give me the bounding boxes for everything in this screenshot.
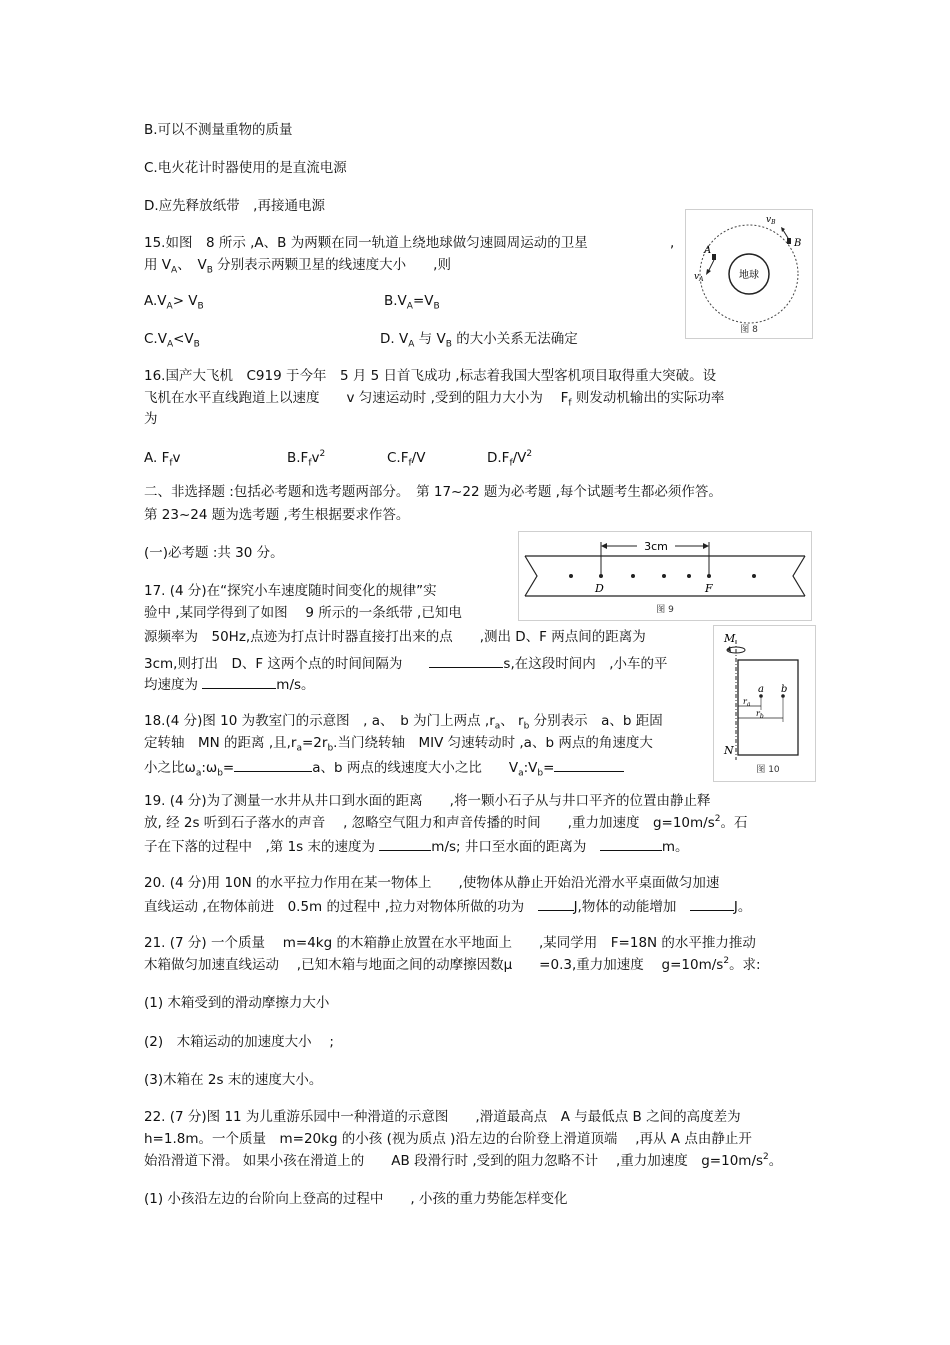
q16-stem-line2: 飞机在水平直线跑道上以速度 v 匀速运动时 ,受到的阻力大小为 $F_f$ 则发动机输出的实际功率 (144, 390, 725, 409)
satellite-a (712, 254, 716, 260)
q14-option-c: C.电火花计时器使用的是直流电源 (144, 160, 347, 176)
label-m: M (724, 632, 736, 645)
label-vb: $v_B$ (766, 215, 776, 226)
q15-option-c: $C.V_A<V_B$ (144, 331, 200, 350)
figure-9-caption: 图 9 (656, 605, 674, 615)
label-ra: $r_a$ (743, 697, 751, 708)
q20-stem-line1: 20. (4 分)用 10N 的水平拉力作用在某一物体上 ,使物体从静止开始沿光滑水平桌面做匀加速 (144, 875, 720, 891)
q15-option-d: D. $V_A$ 与 $V_B$ 的大小关系无法确定 (380, 331, 578, 350)
tape-left-edge (525, 556, 537, 596)
q19-stem-line1: 19. (4 分)为了测量一水井从井口到水面的距离 ,将一颗小石子从与井口平齐的位置由静止释 (144, 793, 711, 809)
q17-stem-line5: 均速度为 m/s。 (144, 674, 315, 694)
label-b: b (781, 684, 788, 695)
q22-stem-line3: 始沿滑道下滑。 如果小孩在滑道上的 AB 段滑行时 ,受到的阻力忽略不计 ,重力加速度 $g=10m/s^2$。 (144, 1152, 783, 1169)
tape-dot (662, 574, 666, 578)
figure-8-caption: 图 8 (740, 325, 758, 335)
q21-part2: (2) 木箱运动的加速度大小 ; (144, 1034, 334, 1050)
q17-stem-line3: 源频率为 50Hz,点迹为打点计时器直接打出来的点 ,测出 D、F 两点间的距离为 (144, 629, 646, 645)
answer-blank[interactable] (538, 896, 574, 911)
q16-option-b: $B.F_fv^2$ (287, 449, 326, 469)
q19-stem-line3: 子在下落的过程中 ,第 1s 末的速度为 m/s; 井口至水面的距离为 m。 (144, 836, 689, 856)
q19-stem-line2: 放, 经 2s 听到石子落水的声音 , 忽略空气阻力和声音传播的时间 ,重力加速度 $g=10m/s^2$。石 (144, 814, 748, 831)
q15-comma: , (670, 235, 675, 251)
figure-10-caption: 图 10 (756, 765, 780, 775)
q22-stem-line1: 22. (7 分)图 11 为儿重游乐园中一种滑道的示意图 ,滑道最高点 A 与最低点 B 之间的高度差为 (144, 1109, 741, 1125)
label-va: $v_A$ (694, 272, 704, 283)
answer-blank[interactable] (202, 674, 276, 689)
required-section-heading: (一)必考题 :共 30 分。 (144, 545, 284, 561)
earth-label: 地球 (739, 270, 759, 281)
q14-option-d: D.应先释放纸带 ,再接通电源 (144, 198, 325, 214)
label-a: a (758, 684, 764, 695)
figure-8 (685, 209, 813, 339)
q16-option-c: $C.F_f/V$ (387, 450, 426, 469)
tape-dot (752, 574, 756, 578)
tape-right-edge (793, 556, 805, 596)
q22-stem-line2: h=1.8m。一个质量 m=20kg 的小孩 (视为质点 )沿左边的台阶登上滑道顶端 ,再从 A 点由静止开 (144, 1131, 752, 1147)
q14-option-b: B.可以不测量重物的质量 (144, 122, 293, 138)
answer-blank[interactable] (234, 757, 312, 772)
section2-intro-line1: 二、非选择题 :包括必考题和选考题两部分。 第 17~22 题为必考题 ,每个试题考生都必须作答。 (144, 484, 722, 500)
q20-stem-line2: 直线运动 ,在物体前进 0.5m 的过程中 ,拉力对物体所做的功为 J,物体的动能增加 J。 (144, 896, 751, 916)
q15-option-a: $A.V_A> V_B$ (144, 293, 204, 312)
label-rb: $r_b$ (756, 709, 764, 720)
q15-stem-line1: 15.如图 8 所示 ,A、B 为两颗在同一轨道上绕地球做匀速圆周运动的卫星 (144, 235, 588, 251)
answer-blank[interactable] (690, 896, 734, 911)
figure-9 (518, 531, 812, 621)
q22-part1: (1) 小孩沿左边的台阶向上登高的过程中 , 小孩的重力势能怎样变化 (144, 1191, 568, 1207)
answer-blank[interactable] (600, 836, 662, 851)
q15-stem-line2: 用 $V_A$、 $V_B$ 分别表示两颗卫星的线速度大小 ,则 (144, 257, 451, 276)
tape-dot (631, 574, 635, 578)
q21-stem-line2: 木箱做匀加速直线运动 ,已知木箱与地面之间的动摩擦因数μ =0.3,重力加速度 $g=10m/s^2$。求: (144, 956, 761, 973)
q21-stem-line1: 21. (7 分) 一个质量 m=4kg 的木箱静止放置在水平地面上 ,某同学用 F=18N 的水平推力推动 (144, 935, 756, 951)
label-n: N (724, 744, 734, 757)
q17-stem-line4: 3cm,则打出 D、F 这两个点的时间间隔为 s,在这段时间内 ,小车的平 (144, 653, 668, 673)
answer-blank[interactable] (379, 836, 431, 851)
q21-part1: (1) 木箱受到的滑动摩擦力大小 (144, 995, 330, 1011)
q15-option-b: $B.V_A=V_B$ (384, 293, 440, 312)
section2-intro-line2: 第 23~24 题为选考题 ,考生根据要求作答。 (144, 507, 410, 523)
answer-blank[interactable] (554, 757, 624, 772)
label-f: F (705, 582, 713, 595)
q21-part3: (3)木箱在 2s 末的速度大小。 (144, 1072, 323, 1088)
q17-stem-line1: 17. (4 分)在“探究小车速度随时间变化的规律”实 (144, 583, 437, 599)
q18-stem-line1: 18.(4 分)图 10 为教室门的示意图 , a、 b 为门上两点 $,r_a$、 $r_b$ 分别表示 a、b 距固 (144, 713, 663, 732)
q18-stem-line3: 小之比$\omega_a:\omega_b= a$、b 两点的线速度大小之比 $V_a:V_b=$ (144, 757, 624, 783)
figure-10 (713, 625, 816, 782)
distance-label: 3cm (644, 540, 668, 553)
q17-stem-line2: 验中 ,某同学得到了如图 9 所示的一条纸带 ,已知电 (144, 605, 462, 621)
q16-stem-line1: 16.国产大飞机 C919 于今年 5 月 5 日首飞成功 ,标志着我国大型客机项目取得重大突破。设 (144, 368, 717, 384)
q16-option-a: A. $F_fv$ (144, 450, 181, 469)
answer-blank[interactable] (429, 653, 503, 668)
label-b: B (794, 238, 802, 249)
q18-stem-line2: 定转轴 MN 的距离 ,且$,r_a=2r_b$.当门绕转轴 MIV 匀速转动时 ,a、b 两点的角速度大 (144, 735, 653, 754)
q16-stem-line3: 为 (144, 411, 158, 427)
q16-option-d: $D.F_f/V^2$ (487, 449, 533, 469)
label-d: D (595, 582, 604, 595)
label-a: A (704, 245, 712, 256)
tape-dot (569, 574, 573, 578)
satellite-b (787, 238, 791, 244)
tape-dot (687, 574, 691, 578)
